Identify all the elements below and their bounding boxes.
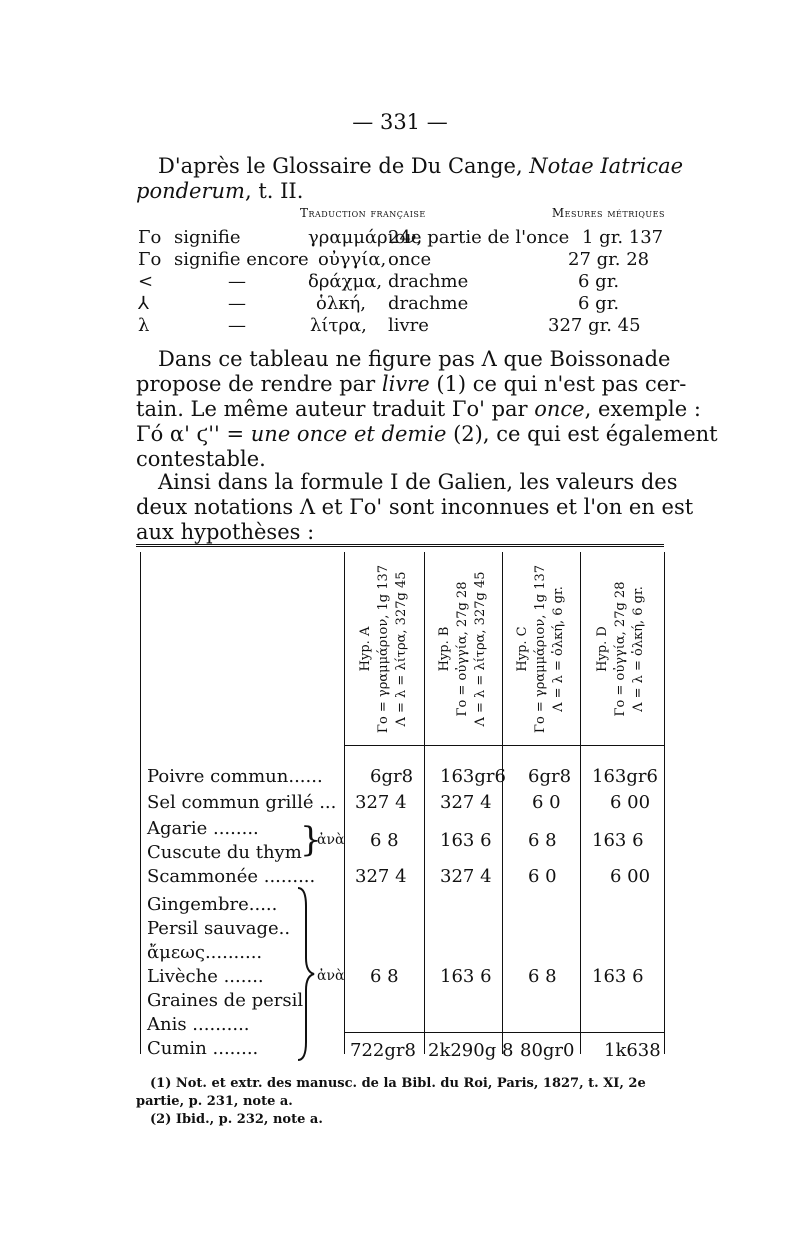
table-right-rule xyxy=(664,552,665,1054)
hyp-title: Hyp. D xyxy=(595,626,610,672)
total-b: 2k290g 8 xyxy=(428,1040,514,1061)
glossary-french: livre xyxy=(388,315,429,336)
intro-line-1 xyxy=(158,153,684,179)
para1-line xyxy=(136,421,718,447)
group-item: Livèche ....... xyxy=(147,966,264,987)
para1-line xyxy=(136,396,701,422)
para1-line: contestable. xyxy=(136,447,266,471)
glossary-verb: — xyxy=(228,293,246,314)
intro-title: Notae Iatricae xyxy=(529,154,684,178)
total-a: 722gr8 xyxy=(350,1040,416,1061)
hyp-line: Γο = οὐγγία, 27g 28 xyxy=(455,581,470,717)
group-item: Graines de persil xyxy=(147,990,304,1011)
glossary-symbol: Γο xyxy=(138,227,162,248)
hyp-line: Λ = λ = λίτρα, 327g 45 xyxy=(394,571,409,727)
glossary-symbol: < xyxy=(138,271,154,292)
intro-ref: , t. II. xyxy=(244,179,304,203)
row-label-sel: Sel commun grillé ... xyxy=(147,792,337,813)
glossary-headers xyxy=(300,206,665,220)
glossary-row xyxy=(138,271,668,295)
column-rule xyxy=(424,552,425,1054)
cell-c: 6 8 xyxy=(528,830,557,851)
text: (2), ce qui est également xyxy=(446,422,718,446)
para2-line: aux hypothèses : xyxy=(136,520,315,544)
hyp-line: Λ = λ = ὁλκή, 6 gr. xyxy=(631,586,646,712)
hyp-title: Hyp. C xyxy=(515,626,530,672)
text: Γό α' ϛ'' = xyxy=(136,422,251,446)
row-label-scammonee: Scammonée ......... xyxy=(147,866,316,887)
glossary-verb: signifie xyxy=(174,227,241,248)
glossary-verb: — xyxy=(228,271,246,292)
glossary-metric: 327 gr. 45 xyxy=(548,315,641,336)
glossary-verb: — xyxy=(228,315,246,336)
cell-c: 6 8 xyxy=(528,966,557,987)
glossary-french: once xyxy=(388,249,432,270)
glossary-verb: signifie encore xyxy=(174,249,309,270)
text: , exemple : xyxy=(584,397,701,421)
cell-a: 327 4 xyxy=(355,866,407,887)
hyp-d-header xyxy=(584,556,658,742)
hyp-c-header xyxy=(504,556,578,742)
footnote-1: (1) Not. et extr. des manusc. de la Bibl. du Roi, Paris, 1827, t. XI, 2e xyxy=(150,1076,646,1091)
glossary-greek: λίτρα, xyxy=(310,315,367,336)
glossary-row xyxy=(138,227,668,251)
glossary-greek: ὁλκή, xyxy=(316,293,367,314)
hyp-line: Λ = λ = λίτρα, 327g 45 xyxy=(473,571,488,727)
page-number: — 331 — xyxy=(352,110,448,134)
glossary-row xyxy=(138,315,668,339)
header-traduction: Traduction française xyxy=(300,206,426,220)
intro-text: D'après le Glossaire de Du Cange, xyxy=(158,154,530,178)
total-rule xyxy=(344,1032,664,1033)
cell-a: 6 8 xyxy=(370,830,399,851)
cell-c: 6 0 xyxy=(528,866,557,887)
intro-line-2 xyxy=(136,178,303,204)
glossary-symbol: Γο xyxy=(138,249,162,270)
cell-d: 163gr6 xyxy=(592,766,658,787)
hyp-line: Γο = γραμμάριον, 1g 137 xyxy=(533,564,548,734)
intro-title-2: ponderum xyxy=(136,179,245,203)
text-italic: une once et demie xyxy=(250,422,447,446)
hyp-a-header xyxy=(347,556,421,742)
glossary-metric: 6 gr. xyxy=(578,271,620,292)
cell-d: 6 00 xyxy=(610,792,651,813)
para1-line: Dans ce tableau ne figure pas Λ que Boissonade xyxy=(158,347,671,371)
text: propose de rendre par xyxy=(136,372,382,396)
footnote-1-cont: partie, p. 231, note a. xyxy=(136,1094,293,1109)
glossary-metric: 6 gr. xyxy=(578,293,620,314)
hyp-line: Γο = γραμμάριον, 1g 137 xyxy=(376,564,391,734)
row-label-cuscute: Cuscute du thym xyxy=(147,842,302,863)
header-rule xyxy=(344,745,664,746)
cell-d: 163 6 xyxy=(592,966,644,987)
group-item: Cumin ........ xyxy=(147,1038,259,1059)
text-italic: once xyxy=(534,397,585,421)
glossary-french: drachme xyxy=(388,293,469,314)
footnote-2: (2) Ibid., p. 232, note a. xyxy=(150,1112,323,1127)
cell-a: 6 8 xyxy=(370,966,399,987)
cell-d: 163 6 xyxy=(592,830,644,851)
group-item: ἄμεως.......... xyxy=(147,942,263,963)
total-c: 80gr0 xyxy=(520,1040,575,1061)
cell-c: 6 0 xyxy=(532,792,561,813)
glossary-symbol: λ xyxy=(138,315,150,336)
para2-line: Ainsi dans la formule I de Galien, les valeurs des xyxy=(158,470,678,494)
cell-a: 327 4 xyxy=(355,792,407,813)
group-brace-icon xyxy=(292,886,318,1062)
glossary-french: 24e partie de l'once xyxy=(388,227,570,248)
cell-b: 163 6 xyxy=(440,966,492,987)
cell-a: 6gr8 xyxy=(370,766,414,787)
cell-c: 6gr8 xyxy=(528,766,572,787)
hyp-title: Hyp. A xyxy=(358,626,373,672)
glossary-metric: 27 gr. 28 xyxy=(568,249,650,270)
cell-b: 163 6 xyxy=(440,830,492,851)
cell-d: 6 00 xyxy=(610,866,651,887)
cell-b: 327 4 xyxy=(440,866,492,887)
cell-b: 327 4 xyxy=(440,792,492,813)
ana-label: ἀνὰ xyxy=(317,832,345,848)
glossary-metric: 1 gr. 137 xyxy=(582,227,664,248)
cell-b: 163gr6 xyxy=(440,766,506,787)
hyp-b-header xyxy=(426,556,500,742)
text: (1) ce qui n'est pas cer- xyxy=(429,372,687,396)
para2-line: deux notations Λ et Γο' sont inconnues et l'on en est xyxy=(136,495,694,519)
glossary-symbol: ⅄ xyxy=(138,293,149,314)
text-italic: livre xyxy=(381,372,430,396)
row-label-poivre: Poivre commun...... xyxy=(147,766,323,787)
group-item: Persil sauvage.. xyxy=(147,918,291,939)
ana-label: ἀνὰ xyxy=(317,968,345,984)
para1-line xyxy=(136,371,687,397)
column-rule xyxy=(580,552,581,1054)
row-label-agarie: Agarie ........ xyxy=(147,818,259,839)
glossary-french: drachme xyxy=(388,271,469,292)
hyp-line: Γο = οὐγγία, 27g 28 xyxy=(613,581,628,717)
group-item: Gingembre..... xyxy=(147,894,278,915)
glossary-greek: γραμμάριον, xyxy=(308,227,423,248)
table-left-rule xyxy=(140,552,141,1054)
glossary-greek: οὐγγία, xyxy=(318,249,387,270)
total-d: 1k638 xyxy=(604,1040,661,1061)
column-rule xyxy=(502,552,503,1054)
hyp-title: Hyp. B xyxy=(437,626,452,672)
glossary-row xyxy=(138,249,668,273)
text: tain. Le même auteur traduit Γο' par xyxy=(136,397,535,421)
header-mesures: Mesures métriques xyxy=(551,206,665,220)
hyp-line: Λ = λ = ὁλκή, 6 gr. xyxy=(551,586,566,712)
glossary-greek: δράχμα, xyxy=(308,271,383,292)
brace-icon: } xyxy=(300,820,322,860)
group-item: Anis .......... xyxy=(147,1014,250,1035)
glossary-row xyxy=(138,293,668,317)
